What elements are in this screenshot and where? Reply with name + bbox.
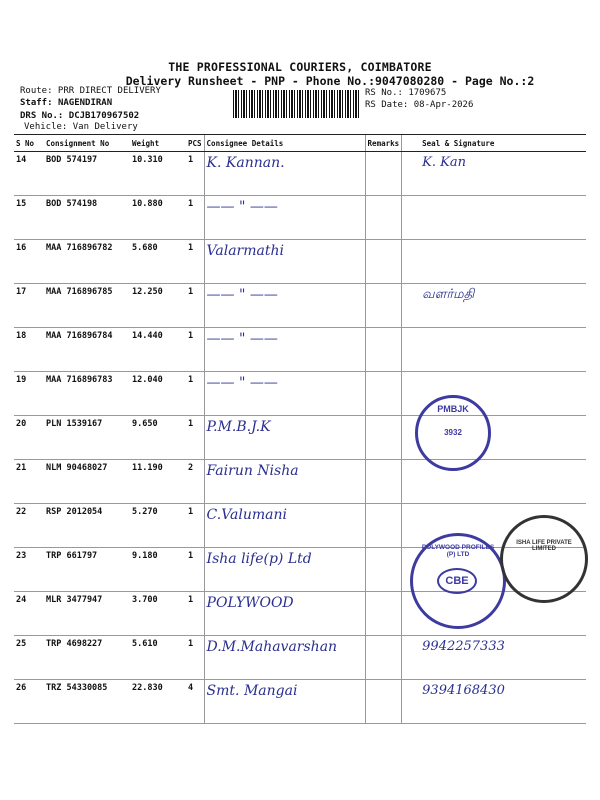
table-row [14,460,586,504]
row-remarks [365,284,402,328]
row-weight-value: 12.040 [132,375,163,385]
row-consignee [204,196,365,240]
row-consignment-value: TRP 4698227 [46,639,103,649]
row-consignment [44,460,130,504]
row-consignee-value: —— " —— [206,331,278,347]
row-sno [14,460,44,504]
row-weight-value: 5.680 [132,243,158,253]
drs-label: DRS No.: [20,111,64,121]
row-sno-value: 16 [16,243,27,253]
row-sno [14,284,44,328]
row-pcs-value: 1 [188,419,194,429]
row-consignment [44,152,130,196]
row-consignee [204,416,365,460]
polywood-stamp-text: POLYWOOD PROFILES (P) LTD [421,544,495,558]
row-sno-value: 24 [16,595,27,605]
row-seal-value: K. Kan [422,155,466,170]
row-consignee-value: Valarmathi [206,243,284,259]
row-sno [14,592,44,636]
row-pcs-value: 1 [188,331,194,341]
row-weight-value: 22.830 [132,683,163,693]
col-consignee: Consignee Details [204,135,365,152]
row-remarks [365,548,402,592]
row-consignment-value: TRP 661797 [46,551,98,561]
row-consignee [204,240,365,284]
row-weight [130,680,186,724]
row-sno [14,548,44,592]
row-consignment-value: BOD 574197 [46,155,98,165]
col-consignment: Consignment No [44,135,130,152]
col-remarks: Remarks [365,135,402,152]
row-remarks [365,592,402,636]
row-pcs [186,460,204,504]
row-sno [14,504,44,548]
row-pcs [186,504,204,548]
row-consignee-value: K. Kannan. [206,155,285,171]
row-consignee-value: Smt. Mangai [206,683,298,699]
row-weight [130,152,186,196]
isha-stamp-text: ISHA LIFE PRIVATE LIMITED [516,540,572,552]
row-sno-value: 17 [16,287,27,297]
row-seal-value: 9394168430 [422,683,505,698]
isha-stamp [500,515,588,603]
row-consignee [204,680,365,724]
row-seal [402,196,586,240]
row-consignment-value: BOD 574198 [46,199,98,209]
row-remarks [365,460,402,504]
row-remarks [365,636,402,680]
row-consignment [44,504,130,548]
row-weight-value: 14.440 [132,331,163,341]
row-weight-value: 10.310 [132,155,163,165]
row-pcs-value: 1 [188,199,194,209]
table-row [14,196,586,240]
runsheet-subtitle: Delivery Runsheet - PNP - Phone No.:9047080280 - Page No.:2 [125,74,535,88]
table-row [14,636,586,680]
col-weight: Weight [130,135,186,152]
row-remarks [365,680,402,724]
row-sno-value: 14 [16,155,27,165]
row-consignee [204,460,365,504]
row-pcs-value: 1 [188,287,194,297]
row-consignment-value: RSP 2012054 [46,507,103,517]
row-remarks [365,240,402,284]
row-weight [130,328,186,372]
table-header-row [14,135,586,152]
row-sno [14,416,44,460]
pmbjk-stamp-text: PMBJK [437,404,469,414]
drs-line [20,111,139,121]
row-consignment [44,636,130,680]
row-consignee [204,636,365,680]
row-remarks [365,504,402,548]
row-consignee-value: C.Valumani [206,507,287,523]
row-pcs-value: 1 [188,551,194,561]
row-consignee-value: Fairun Nisha [206,463,299,479]
row-sno-value: 22 [16,507,27,517]
row-seal [402,680,586,724]
row-pcs-value: 1 [188,639,194,649]
row-sno [14,196,44,240]
row-weight-value: 9.180 [132,551,158,561]
runsheet-table [14,134,586,724]
staff-label: Staff: [20,98,53,108]
row-consignee-value: P.M.B.J.K [206,419,271,435]
row-sno-value: 26 [16,683,27,693]
row-pcs [186,196,204,240]
row-pcs-value: 2 [188,463,194,473]
row-pcs [186,548,204,592]
row-seal-value [404,199,422,214]
row-consignment [44,372,130,416]
row-pcs-value: 1 [188,507,194,517]
row-weight-value: 5.270 [132,507,158,517]
row-consignee-value: POLYWOOD [206,595,294,611]
row-seal-value [404,243,422,258]
row-weight [130,416,186,460]
row-remarks [365,416,402,460]
row-seal [402,460,586,504]
drs-number: DCJB170967502 [68,111,140,121]
row-sno [14,636,44,680]
table-row [14,372,586,416]
row-weight [130,372,186,416]
table-row [14,680,586,724]
row-pcs-value: 1 [188,595,194,605]
table-row [14,152,586,196]
row-sno-value: 21 [16,463,27,473]
row-weight-value: 9.650 [132,419,158,429]
col-seal: Seal & Signature [402,135,586,152]
row-weight-value: 11.190 [132,463,163,473]
row-seal [402,636,586,680]
row-sno [14,152,44,196]
row-pcs [186,284,204,328]
row-sno-value: 15 [16,199,27,209]
row-consignment [44,196,130,240]
staff-line [20,98,112,108]
row-consignee-value: D.M.Mahavarshan [206,639,338,655]
row-consignment-value: MAA 716896782 [46,243,113,253]
route-text: Route: PRR DIRECT DELIVERY [20,86,161,96]
row-consignment [44,680,130,724]
row-sno [14,680,44,724]
row-consignee [204,328,365,372]
row-pcs [186,372,204,416]
row-weight-value: 12.250 [132,287,163,297]
row-pcs [186,416,204,460]
row-sno-value: 25 [16,639,27,649]
row-seal [402,328,586,372]
row-seal-value: வளர்மதி [422,287,475,302]
row-consignment [44,592,130,636]
row-seal [402,240,586,284]
row-sno [14,372,44,416]
row-pcs [186,240,204,284]
barcode-graphic [233,90,361,118]
row-consignee-value: —— " —— [206,199,278,215]
row-consignment [44,416,130,460]
row-seal [402,152,586,196]
row-weight [130,504,186,548]
row-seal-value [404,507,422,522]
row-consignee-value: —— " —— [206,287,278,303]
row-seal [402,284,586,328]
row-remarks [365,152,402,196]
pmbjk-stamp-number: 3932 [444,428,462,437]
row-consignment-value: MAA 716896785 [46,287,113,297]
row-consignment-value: MAA 716896784 [46,331,113,341]
row-pcs-value: 4 [188,683,194,693]
rs-date: RS Date: 08-Apr-2026 [365,100,474,110]
row-seal-value [404,331,422,346]
vehicle-text: Vehicle: Van Delivery [24,122,138,132]
row-seal-value [404,375,422,390]
row-sno [14,328,44,372]
company-title: THE PROFESSIONAL COURIERS, COIMBATORE [168,60,432,74]
row-consignee-value: Isha life(p) Ltd [206,551,312,567]
row-consignment-value: NLM 90468027 [46,463,108,473]
row-pcs-value: 1 [188,243,194,253]
row-weight [130,460,186,504]
row-sno-value: 20 [16,419,27,429]
row-consignment-value: TRZ 54330085 [46,683,108,693]
table-row [14,284,586,328]
rs-number: RS No.: 1709675 [365,88,447,98]
row-sno-value: 19 [16,375,27,385]
staff-name: NAGENDIRAN [57,98,113,108]
row-consignee-value: —— " —— [206,375,278,391]
row-consignment-value: MAA 716896783 [46,375,113,385]
table-row [14,504,586,548]
row-consignment [44,328,130,372]
row-consignee [204,372,365,416]
col-sno: S No [14,135,44,152]
row-consignment [44,548,130,592]
row-sno-value: 23 [16,551,27,561]
row-consignee [204,592,365,636]
row-consignment-value: PLN 1539167 [46,419,103,429]
row-weight [130,548,186,592]
row-sno [14,240,44,284]
row-pcs [186,328,204,372]
polywood-stamp [410,533,506,629]
row-consignee [204,504,365,548]
row-consignment-value: MLR 3477947 [46,595,103,605]
table-row [14,416,586,460]
polywood-stamp-city: CBE [437,568,477,594]
row-seal-value [404,463,422,478]
row-weight [130,240,186,284]
row-consignment [44,240,130,284]
row-remarks [365,372,402,416]
row-pcs [186,152,204,196]
row-remarks [365,328,402,372]
row-pcs [186,680,204,724]
row-weight-value: 10.880 [132,199,163,209]
row-seal-value: 9942257333 [422,639,505,654]
row-consignee [204,548,365,592]
col-pcs: PCS [186,135,204,152]
row-sno-value: 18 [16,331,27,341]
row-weight [130,196,186,240]
row-consignment [44,284,130,328]
row-pcs [186,636,204,680]
table-row [14,328,586,372]
row-weight [130,636,186,680]
row-weight [130,284,186,328]
row-weight-value: 5.610 [132,639,158,649]
row-pcs [186,592,204,636]
table-row [14,240,586,284]
row-weight-value: 3.700 [132,595,158,605]
row-pcs-value: 1 [188,155,194,165]
row-consignee [204,284,365,328]
row-consignee [204,152,365,196]
row-weight [130,592,186,636]
pmbjk-stamp [415,395,491,471]
row-pcs-value: 1 [188,375,194,385]
row-remarks [365,196,402,240]
